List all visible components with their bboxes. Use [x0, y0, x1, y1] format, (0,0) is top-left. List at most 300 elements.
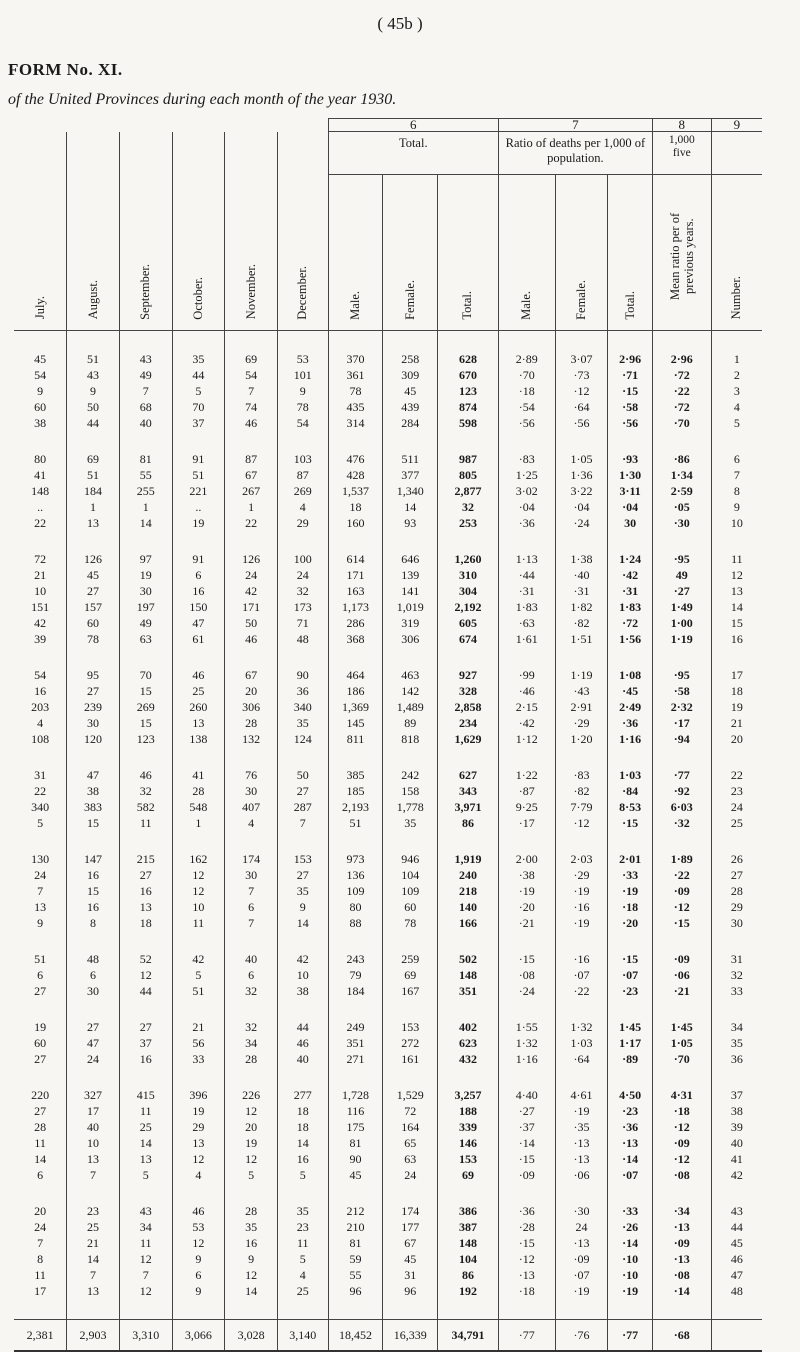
table-cell: 70 — [119, 667, 172, 683]
table-cell: 9 — [14, 915, 67, 931]
table-cell: 1·51 — [555, 631, 608, 647]
table-cell: 52 — [119, 951, 172, 967]
month-header-july: July. — [14, 132, 67, 331]
table-cell: 185 — [328, 783, 383, 799]
table-cell: 158 — [383, 783, 438, 799]
table-cell: ·15 — [608, 815, 653, 831]
table-cell: ·13 — [652, 1219, 711, 1235]
table-cell: 78 — [383, 915, 438, 931]
table-cell: 987 — [438, 451, 499, 467]
table-cell: 1·55 — [498, 1019, 555, 1035]
table-cell: 32 — [119, 783, 172, 799]
table-cell: 16 — [172, 583, 225, 599]
table-cell: 284 — [383, 415, 438, 431]
table-cell: 70 — [172, 399, 225, 415]
table-cell: 53 — [172, 1219, 225, 1235]
total-group-header: Total. — [328, 132, 498, 175]
table-cell: 2·59 — [652, 483, 711, 499]
table-cell: 24 — [14, 1219, 67, 1235]
table-cell: ·21 — [652, 983, 711, 999]
table-cell: 6 — [733, 451, 740, 466]
mean-ratio-header: Mean ratio per of previous years. — [652, 175, 711, 330]
group-spacer — [14, 999, 762, 1019]
table-cell: 162 — [172, 851, 225, 867]
table-cell: 14 — [14, 1151, 67, 1167]
table-cell: 4 — [733, 399, 740, 414]
table-cell: 287 — [277, 799, 328, 815]
table-cell: 139 — [383, 567, 438, 583]
table-cell: 65 — [383, 1135, 438, 1151]
table-cell: 36 — [277, 683, 328, 699]
total-cell: 2,381 — [14, 1319, 67, 1351]
table-cell: 258 — [383, 351, 438, 367]
table-cell: 148 — [14, 483, 67, 499]
table-cell: 45 — [328, 1167, 383, 1183]
table-cell: 18 — [328, 499, 383, 515]
table-cell: 21 — [14, 567, 67, 583]
table-cell: 1·56 — [608, 631, 653, 647]
table-cell: 18 — [119, 915, 172, 931]
table-row — [14, 1283, 762, 1299]
table-cell: 26 — [730, 851, 743, 866]
table-cell: ·36 — [498, 515, 555, 531]
table-cell: 2·00 — [498, 851, 555, 867]
table-row — [14, 1103, 762, 1119]
table-cell: 428 — [328, 467, 383, 483]
table-cell: 6 — [225, 899, 278, 915]
table-cell: ·19 — [498, 883, 555, 899]
table-cell: 249 — [328, 1019, 383, 1035]
page-number: ( 45b ) — [377, 14, 423, 33]
table-cell: 5 — [277, 1251, 328, 1267]
table-row — [14, 467, 762, 483]
table-cell: 6 — [172, 1267, 225, 1283]
table-cell: 34 — [225, 1035, 278, 1051]
table-cell: 973 — [328, 851, 383, 867]
table-cell: 49 — [652, 567, 711, 583]
table-cell: 1,173 — [328, 599, 383, 615]
table-cell: 9 — [277, 899, 328, 915]
table-cell: 4 — [172, 1167, 225, 1183]
table-cell: 49 — [119, 367, 172, 383]
table-cell: 123 — [119, 731, 172, 747]
table-cell: 55 — [119, 467, 172, 483]
table-cell: 1 — [172, 815, 225, 831]
table-cell: 27 — [67, 583, 120, 599]
table-cell: 23 — [67, 1203, 120, 1219]
table-cell: 7 — [14, 883, 67, 899]
table-cell: 86 — [438, 815, 499, 831]
table-cell: ·09 — [652, 1235, 711, 1251]
total-cell: 3,066 — [172, 1319, 225, 1351]
table-cell: ·19 — [555, 1283, 608, 1299]
table-cell: 48 — [277, 631, 328, 647]
table-cell: 32 — [730, 967, 743, 982]
table-cell: 4 — [277, 499, 328, 515]
table-cell: 614 — [328, 551, 383, 567]
table-cell: 242 — [383, 767, 438, 783]
table-row — [14, 899, 762, 915]
table-cell: 9 — [67, 383, 120, 399]
table-cell: ·15 — [608, 383, 653, 399]
table-cell: ·14 — [608, 1151, 653, 1167]
table-cell: ·07 — [608, 967, 653, 983]
table-cell: ·42 — [498, 715, 555, 731]
total-cell: 3,028 — [225, 1319, 278, 1351]
table-cell: 8 — [733, 483, 740, 498]
table-cell: 43 — [730, 1203, 743, 1218]
table-cell: ·07 — [608, 1167, 653, 1183]
table-cell: 35 — [277, 715, 328, 731]
table-row — [14, 951, 762, 967]
table-cell: 15 — [119, 683, 172, 699]
table-cell: 18 — [277, 1103, 328, 1119]
table-cell: 5 — [14, 815, 67, 831]
table-cell: 16 — [119, 883, 172, 899]
table-cell: ·82 — [555, 783, 608, 799]
table-cell: 234 — [438, 715, 499, 731]
total-cell: 34,791 — [438, 1319, 499, 1351]
table-cell: 14 — [67, 1251, 120, 1267]
table-cell: 1·03 — [608, 767, 653, 783]
table-cell: 40 — [225, 951, 278, 967]
table-cell: 1·16 — [498, 1051, 555, 1067]
table-row — [14, 1235, 762, 1251]
table-cell: 37 — [119, 1035, 172, 1051]
table-cell: 42 — [14, 615, 67, 631]
table-cell: 1·16 — [608, 731, 653, 747]
group-spacer — [14, 647, 762, 667]
table-cell: 35 — [730, 1035, 743, 1050]
table-cell: 19 — [172, 1103, 225, 1119]
group-spacer — [14, 431, 762, 451]
table-cell: ·20 — [498, 899, 555, 915]
table-cell: 54 — [14, 367, 67, 383]
table-cell: 439 — [383, 399, 438, 415]
table-cell: 13 — [730, 583, 743, 598]
table-cell: 78 — [328, 383, 383, 399]
table-cell: 239 — [67, 699, 120, 715]
table-row — [14, 599, 762, 615]
table-cell: ·07 — [555, 967, 608, 983]
table-cell: 7·79 — [555, 799, 608, 815]
table-cell: ·24 — [555, 515, 608, 531]
table-cell: 49 — [119, 615, 172, 631]
table-cell: ·64 — [555, 1051, 608, 1067]
table-cell: 9 — [172, 1283, 225, 1299]
table-cell: 147 — [67, 851, 120, 867]
table-cell: 351 — [328, 1035, 383, 1051]
table-cell: 163 — [328, 583, 383, 599]
table-row — [14, 967, 762, 983]
table-cell: 14 — [225, 1283, 278, 1299]
table-cell: ·19 — [555, 883, 608, 899]
table-cell: 47 — [67, 767, 120, 783]
table-cell: ·43 — [555, 683, 608, 699]
table-cell: 2·15 — [498, 699, 555, 715]
table-cell: 5 — [277, 1167, 328, 1183]
table-cell: 27 — [119, 867, 172, 883]
table-cell: 44 — [119, 983, 172, 999]
group-spacer — [14, 531, 762, 551]
table-cell: 153 — [277, 851, 328, 867]
table-cell: 11 — [277, 1235, 328, 1251]
table-row — [14, 1167, 762, 1183]
ratio-male-header: Male. — [498, 175, 555, 330]
table-cell: 1·49 — [652, 599, 711, 615]
table-cell: 27 — [14, 1103, 67, 1119]
table-cell: 2,858 — [438, 699, 499, 715]
table-cell: 13 — [14, 899, 67, 915]
table-cell: 1,260 — [438, 551, 499, 567]
table-cell: ·22 — [652, 383, 711, 399]
table-cell: 30 — [67, 715, 120, 731]
table-cell: ·27 — [498, 1103, 555, 1119]
table-cell: 1 — [119, 499, 172, 515]
table-cell: 328 — [438, 683, 499, 699]
table-cell: ·84 — [608, 783, 653, 799]
table-cell: 47 — [67, 1035, 120, 1051]
table-cell: 25 — [277, 1283, 328, 1299]
table-cell: 174 — [225, 851, 278, 867]
table-cell: 13 — [172, 1135, 225, 1151]
table-cell: 319 — [383, 615, 438, 631]
table-row — [14, 1251, 762, 1267]
table-cell: 25 — [67, 1219, 120, 1235]
table-cell: 1·32 — [498, 1035, 555, 1051]
table-cell: 68 — [119, 399, 172, 415]
table-cell: 81 — [328, 1235, 383, 1251]
table-cell: 623 — [438, 1035, 499, 1051]
month-header-october: October. — [172, 132, 225, 331]
table-cell: ·22 — [652, 867, 711, 883]
month-header-august: August. — [67, 132, 120, 331]
table-cell: ·56 — [608, 415, 653, 431]
monthly-deaths-table — [14, 118, 762, 1352]
table-cell: 24 — [67, 1051, 120, 1067]
table-cell: 71 — [277, 615, 328, 631]
table-cell: 142 — [383, 683, 438, 699]
table-cell: 2·89 — [498, 351, 555, 367]
table-cell: 138 — [172, 731, 225, 747]
table-cell: ·40 — [555, 567, 608, 583]
table-row — [14, 715, 762, 731]
table-cell: 16 — [277, 1151, 328, 1167]
table-cell: 96 — [328, 1283, 383, 1299]
table-cell: 12 — [225, 1103, 278, 1119]
table-cell: 9·25 — [498, 799, 555, 815]
table-cell: 104 — [383, 867, 438, 883]
table-row — [14, 1135, 762, 1151]
table-cell: 23 — [277, 1219, 328, 1235]
table-cell: ·26 — [608, 1219, 653, 1235]
month-header-november: November. — [225, 132, 278, 331]
table-cell: ·35 — [555, 1119, 608, 1135]
table-cell: 63 — [383, 1151, 438, 1167]
table-cell: ·31 — [608, 583, 653, 599]
table-row — [14, 1203, 762, 1219]
table-cell: 377 — [383, 467, 438, 483]
table-cell: 173 — [277, 599, 328, 615]
table-cell: 145 — [328, 715, 383, 731]
total-female-header: Female. — [383, 175, 438, 330]
table-cell: 1·00 — [652, 615, 711, 631]
table-cell: 46 — [225, 631, 278, 647]
table-cell: 277 — [277, 1087, 328, 1103]
totals-row — [14, 1319, 762, 1351]
table-cell: 146 — [438, 1135, 499, 1151]
table-cell: 153 — [383, 1019, 438, 1035]
table-body — [14, 330, 762, 1319]
table-cell: ·04 — [608, 499, 653, 515]
table-cell: 286 — [328, 615, 383, 631]
table-cell: 151 — [14, 599, 67, 615]
table-cell: 67 — [225, 667, 278, 683]
table-cell: 11 — [172, 915, 225, 931]
table-cell: 407 — [225, 799, 278, 815]
table-cell: 197 — [119, 599, 172, 615]
table-cell: 271 — [328, 1051, 383, 1067]
table-row — [14, 1087, 762, 1103]
table-cell: ·92 — [652, 783, 711, 799]
table-cell: 25 — [119, 1119, 172, 1135]
table-cell: 30 — [608, 515, 653, 531]
table-cell: 44 — [730, 1219, 743, 1234]
table-cell: 18 — [730, 683, 743, 698]
table-cell: 48 — [67, 951, 120, 967]
table-cell: ·13 — [555, 1151, 608, 1167]
table-cell: 304 — [438, 583, 499, 599]
table-cell: 10 — [277, 967, 328, 983]
table-cell: 476 — [328, 451, 383, 467]
table-cell: 15 — [119, 715, 172, 731]
table-row — [14, 615, 762, 631]
ratio-group-header: Ratio of deaths per 1,000 of population. — [498, 132, 652, 175]
table-row — [14, 983, 762, 999]
table-cell: 927 — [438, 667, 499, 683]
table-cell: 19 — [172, 515, 225, 531]
table-cell: 1,019 — [383, 599, 438, 615]
table-cell: 22 — [225, 515, 278, 531]
table-cell: 1·08 — [608, 667, 653, 683]
table-cell: 46 — [172, 1203, 225, 1219]
table-row — [14, 851, 762, 867]
table-cell: 35 — [172, 351, 225, 367]
table-cell: 108 — [14, 731, 67, 747]
table-cell: 805 — [438, 467, 499, 483]
table-cell: 3 — [733, 383, 740, 398]
table-cell: 79 — [328, 967, 383, 983]
table-cell: 32 — [438, 499, 499, 515]
table-cell: 69 — [383, 967, 438, 983]
table-cell: ·15 — [498, 1151, 555, 1167]
table-cell: 12 — [172, 867, 225, 883]
total-cell: ·76 — [555, 1319, 608, 1351]
table-cell: 2·96 — [652, 351, 711, 367]
table-cell: ·45 — [608, 683, 653, 699]
table-row — [14, 351, 762, 367]
table-cell: 51 — [172, 467, 225, 483]
table-cell: ·54 — [498, 399, 555, 415]
table-cell: 43 — [119, 351, 172, 367]
table-cell: 37 — [730, 1087, 743, 1102]
table-cell: 1,529 — [383, 1087, 438, 1103]
table-cell: 56 — [172, 1035, 225, 1051]
table-cell: ·12 — [498, 1251, 555, 1267]
table-cell: ·31 — [555, 583, 608, 599]
table-cell: 46 — [730, 1251, 743, 1266]
table-cell: 54 — [277, 415, 328, 431]
table-cell: 30 — [730, 915, 743, 930]
table-cell: 30 — [119, 583, 172, 599]
table-cell: ·09 — [555, 1251, 608, 1267]
table-cell: 30 — [67, 983, 120, 999]
table-cell: 89 — [383, 715, 438, 731]
table-cell: 7 — [14, 1235, 67, 1251]
total-cell: 3,140 — [277, 1319, 328, 1351]
table-cell: 40 — [119, 415, 172, 431]
table-cell: 674 — [438, 631, 499, 647]
table-cell: ·08 — [652, 1167, 711, 1183]
table-cell: 148 — [438, 1235, 499, 1251]
table-cell: 1 — [733, 351, 740, 366]
total-cell: 18,452 — [328, 1319, 383, 1351]
table-cell: 14 — [277, 915, 328, 931]
table-cell: 60 — [14, 399, 67, 415]
table-cell: 100 — [277, 551, 328, 567]
table-cell: ·14 — [608, 1235, 653, 1251]
table-cell: 12 — [172, 883, 225, 899]
table-cell: 243 — [328, 951, 383, 967]
table-cell: ·10 — [608, 1251, 653, 1267]
table-cell: 72 — [14, 551, 67, 567]
table-cell: 2·49 — [608, 699, 653, 715]
table-cell: ·33 — [608, 1203, 653, 1219]
table-cell: 1·19 — [555, 667, 608, 683]
table-cell: 28 — [225, 1051, 278, 1067]
table-cell: 9 — [225, 1251, 278, 1267]
table-cell: ·21 — [498, 915, 555, 931]
table-cell: 188 — [438, 1103, 499, 1119]
table-cell: 39 — [730, 1119, 743, 1134]
table-cell: ·31 — [498, 583, 555, 599]
table-cell: ·19 — [555, 1103, 608, 1119]
table-cell: ·29 — [555, 715, 608, 731]
table-cell: 240 — [438, 867, 499, 883]
table-cell: 41 — [14, 467, 67, 483]
table-cell: 11 — [119, 1235, 172, 1251]
table-cell: ·15 — [608, 951, 653, 967]
table-cell: 91 — [172, 451, 225, 467]
table-cell: ·15 — [498, 951, 555, 967]
table-cell: 8·53 — [608, 799, 653, 815]
table-cell: 9 — [733, 499, 740, 514]
table-cell: 23 — [730, 783, 743, 798]
ratio-female-header: Female. — [555, 175, 608, 330]
table-cell: 184 — [328, 983, 383, 999]
table-cell: 78 — [67, 631, 120, 647]
table-cell: 1,629 — [438, 731, 499, 747]
table-cell: ·30 — [555, 1203, 608, 1219]
table-cell: 11 — [14, 1267, 67, 1283]
table-cell: 19 — [225, 1135, 278, 1151]
table-cell: ·09 — [498, 1167, 555, 1183]
table-cell: 221 — [172, 483, 225, 499]
table-cell: ·36 — [608, 1119, 653, 1135]
table-cell: 45 — [730, 1235, 743, 1250]
table-row — [14, 1035, 762, 1051]
table-cell: ·18 — [652, 1103, 711, 1119]
